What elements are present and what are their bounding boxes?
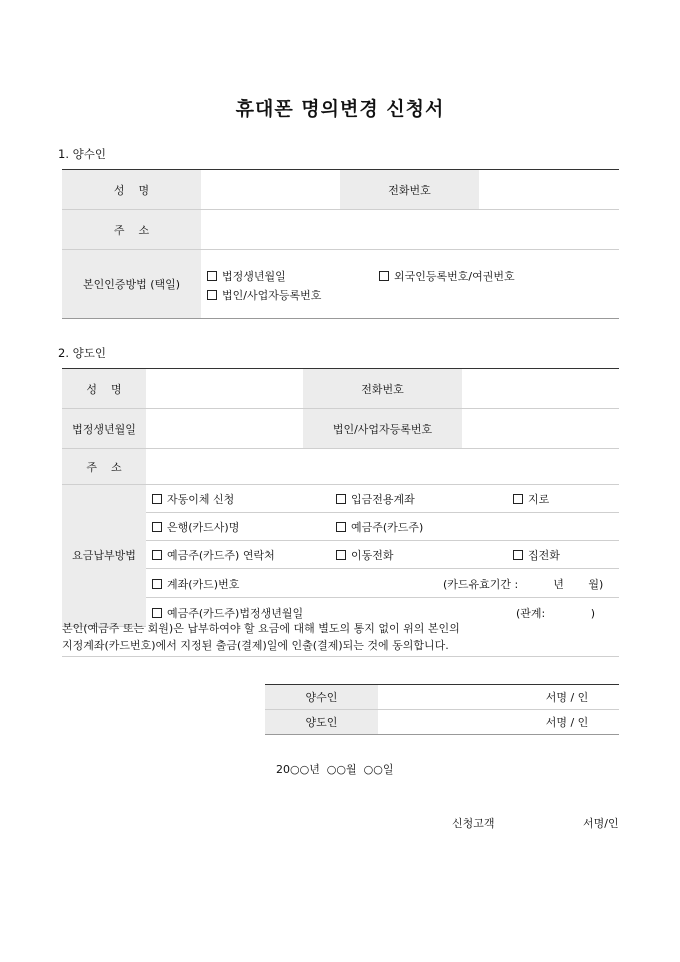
checkbox-icon bbox=[379, 271, 389, 281]
transferee-name-label: 성 명 bbox=[62, 170, 201, 210]
transferor-table bbox=[62, 368, 619, 627]
checkbox-icon bbox=[152, 494, 162, 504]
transferee-name-field[interactable] bbox=[201, 170, 340, 210]
transferor-birth-field[interactable] bbox=[146, 409, 303, 449]
payment-depositor-contact[interactable]: 예금주(카드주) 연락처 bbox=[152, 547, 275, 563]
payment-bank-name[interactable]: 은행(카드사)명 bbox=[152, 519, 239, 535]
application-date: 20○○년 ○○월 ○○일 bbox=[276, 763, 394, 776]
transferor-biz-field[interactable] bbox=[462, 409, 619, 449]
checkbox-icon bbox=[336, 494, 346, 504]
page-title: 휴대폰 명의변경 신청서 bbox=[235, 98, 445, 120]
checkbox-icon bbox=[207, 290, 217, 300]
payment-mobile[interactable]: 이동전화 bbox=[336, 547, 394, 563]
checkbox-icon bbox=[336, 522, 346, 532]
signature-mark-transferee: 서명 / 인 bbox=[515, 685, 619, 710]
id-option-birthdate[interactable]: 법정생년월일 bbox=[207, 268, 286, 284]
payment-home-phone[interactable]: 집전화 bbox=[513, 547, 560, 563]
id-option-foreigner[interactable]: 외국인등록번호/여권번호 bbox=[379, 268, 515, 284]
transferor-name-field[interactable] bbox=[146, 369, 303, 409]
transferor-phone-label: 전화번호 bbox=[303, 369, 462, 409]
signature-mark-transferor: 서명 / 인 bbox=[545, 716, 589, 729]
payment-method-label: 요금납부방법 bbox=[62, 485, 146, 627]
checkbox-icon bbox=[152, 522, 162, 532]
transferor-biz-label: 법인/사업자등록번호 bbox=[303, 409, 462, 449]
checkbox-icon bbox=[207, 271, 217, 281]
transferee-id-method-label: 본인인증방법 (택일) bbox=[62, 250, 201, 319]
checkbox-icon bbox=[513, 494, 523, 504]
transferor-name-label: 성 명 bbox=[62, 369, 146, 409]
signature-field-transferor[interactable] bbox=[378, 710, 515, 735]
section2-heading: 2. 양도인 bbox=[58, 346, 106, 360]
checkbox-icon bbox=[152, 550, 162, 560]
payment-depositor-birth[interactable]: 예금주(카드주)법정생년월일 bbox=[152, 605, 303, 621]
checkbox-icon bbox=[152, 608, 162, 618]
applicant-signature[interactable]: 서명/인 bbox=[583, 817, 619, 830]
payment-depositor[interactable]: 예금주(카드주) bbox=[336, 519, 423, 535]
signature-role-transferor: 양도인 bbox=[265, 710, 378, 735]
relation-field: (관계: ) bbox=[516, 607, 595, 620]
transferor-address-label: 주 소 bbox=[62, 449, 146, 485]
transferee-phone-label: 전화번호 bbox=[340, 170, 479, 210]
card-validity: (카드유효기간 : 년 월) bbox=[443, 578, 604, 591]
transferor-address-field[interactable] bbox=[146, 449, 619, 485]
checkbox-icon bbox=[152, 579, 162, 589]
transferor-phone-field[interactable] bbox=[462, 369, 619, 409]
section1-heading: 1. 양수인 bbox=[58, 147, 106, 161]
transferee-phone-field[interactable] bbox=[479, 170, 619, 210]
signature-role-transferee: 양수인 bbox=[265, 685, 378, 710]
consent-line-2: 지정계좌(카드번호)에서 지정된 출금(결제)일에 인출(결제)되는 것에 동의합니다. bbox=[62, 639, 449, 652]
checkbox-icon bbox=[513, 550, 523, 560]
signature-table bbox=[265, 684, 619, 735]
payment-account-number[interactable]: 계좌(카드)번호 bbox=[152, 576, 239, 592]
consent-text bbox=[62, 620, 619, 657]
payment-giro[interactable]: 지로 bbox=[513, 491, 549, 507]
transferee-table bbox=[62, 169, 619, 319]
payment-deposit-account[interactable]: 입금전용계좌 bbox=[336, 491, 415, 507]
transferor-birth-label: 법정생년월일 bbox=[62, 409, 146, 449]
id-option-business[interactable]: 법인/사업자등록번호 bbox=[207, 287, 321, 303]
consent-line-1: 본인(예금주 또는 회원)은 납부하여야 할 요금에 대해 별도의 통지 없이 위의 본인의 bbox=[62, 622, 460, 635]
signature-field-transferee[interactable] bbox=[378, 685, 515, 710]
payment-auto-transfer[interactable]: 자동이체 신청 bbox=[152, 491, 234, 507]
checkbox-icon bbox=[336, 550, 346, 560]
applicant-label: 신청고객 bbox=[452, 817, 495, 830]
transferee-address-field[interactable] bbox=[201, 210, 619, 250]
transferee-address-label: 주 소 bbox=[62, 210, 201, 250]
